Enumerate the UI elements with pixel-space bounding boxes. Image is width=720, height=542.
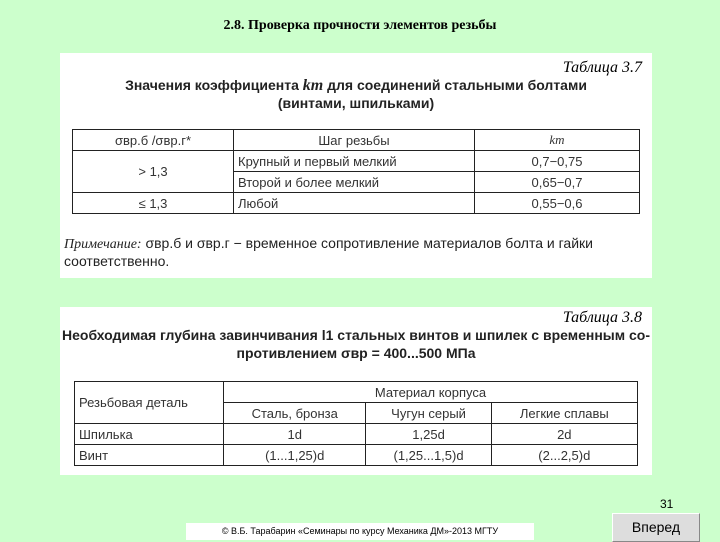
header-cell: Сталь, бронза: [224, 403, 366, 424]
table-cell: (1...1,25)d: [224, 445, 366, 466]
table-row: [75, 445, 638, 466]
depth-table: [74, 381, 638, 466]
table-row: [73, 193, 640, 214]
table-cell: (2...2,5)d: [491, 445, 637, 466]
header-cell: Легкие сплавы: [491, 403, 637, 424]
table-caption-line2: (винтами, шпильками): [277, 95, 435, 111]
table-label: Таблица 3.7: [562, 59, 642, 76]
table-note: Примечание: σвр.б и σвр.г − временное сопротивление материалов болта и гайки соответственно.: [64, 235, 593, 269]
table-cell: 1,25d: [366, 424, 491, 445]
table-row: [73, 151, 640, 172]
next-button[interactable]: Вперед: [612, 513, 700, 542]
table-cell: Второй и более мелкий: [234, 172, 475, 193]
table-row: [75, 424, 638, 445]
header-cell: km: [475, 130, 640, 151]
table-3-7-panel: [60, 53, 652, 278]
table-header-row: [75, 382, 638, 403]
table-cell: Винт: [75, 445, 224, 466]
table-cell: Любой: [234, 193, 475, 214]
table-cell: Шпилька: [75, 424, 224, 445]
table-cell: 0,65−0,7: [475, 172, 640, 193]
table-header-row: [73, 130, 640, 151]
table-label: Таблица 3.8: [562, 309, 642, 326]
header-cell: Резьбовая деталь: [75, 382, 224, 424]
table-3-8-panel: [60, 307, 652, 475]
header-cell: σвр.б /σвр.г*: [73, 130, 234, 151]
slide-title: 2.8. Проверка прочности элементов резьбы: [223, 18, 497, 33]
table-cell: > 1,3: [73, 151, 234, 193]
table-caption-line2: противлением σвр = 400...500 МПа: [236, 345, 476, 361]
table-cell: 0,55−0,6: [475, 193, 640, 214]
table-cell: 0,7−0,75: [475, 151, 640, 172]
table-caption: Значения коэффициента km для соединений стальными болтами: [125, 77, 587, 94]
table-cell: 2d: [491, 424, 637, 445]
table-cell: 1d: [224, 424, 366, 445]
coefficient-table: [72, 129, 640, 214]
footer-credit: © В.Б. Тарабарин «Семинары по курсу Механика ДМ»-2013 МГТУ: [186, 523, 534, 540]
table-cell: (1,25...1,5)d: [366, 445, 491, 466]
header-cell: Шаг резьбы: [234, 130, 475, 151]
table-cell: ≤ 1,3: [73, 193, 234, 214]
page-number: 31: [660, 497, 674, 511]
table-cell: Крупный и первый мелкий: [234, 151, 475, 172]
header-cell: Материал корпуса: [224, 382, 638, 403]
table-caption: Необходимая глубина завинчивания l1 стальных винтов и шпилек с временным со-: [62, 327, 650, 343]
header-cell: Чугун серый: [366, 403, 491, 424]
